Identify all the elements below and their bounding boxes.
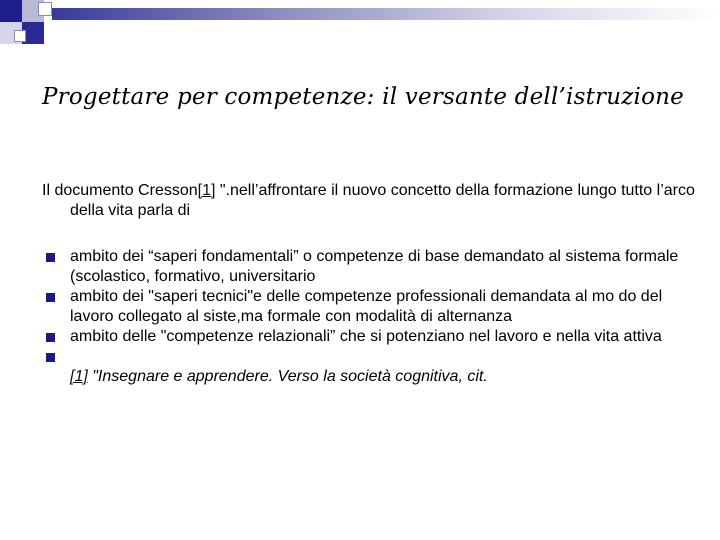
bullet-text: ambito dei “saperi fondamentali” o competenze di base demandato al sistema formale (scolastico, formativo, universitario [70, 248, 679, 285]
bullet-item [42, 287, 702, 327]
footnote-line [70, 347, 702, 387]
footnote-text: "Insegnare e apprendere. Verso la società cognitiva, cit. [87, 368, 488, 385]
bullet-item [42, 247, 702, 287]
slide-title: Progettare per competenze: il versante dell’istruzione [42, 84, 684, 110]
square-bullet-icon [46, 333, 55, 342]
square-bullet-icon [46, 253, 55, 262]
square-bullet-icon [46, 353, 55, 362]
footnote-ref-link[interactable]: [1] [197, 182, 216, 199]
bullet-list [42, 247, 702, 387]
header-gradient-bar [52, 8, 720, 20]
footnote-backlink[interactable]: [1] [70, 368, 88, 385]
intro-paragraph [42, 181, 702, 221]
bullet-item-footnote [42, 347, 702, 387]
square-bullet-icon [46, 293, 55, 302]
bullet-text: ambito dei "saperi tecnici"e delle competenze professionali demandata al mo do del lavoro collegato al siste,ma formale con modalità di alternanza [70, 288, 663, 325]
decor-square-5 [38, 2, 52, 16]
slide-body [42, 181, 702, 387]
intro-text-end: ".nell’affrontare il nuovo concetto della formazione lungo tutto l’arco della vita parla di [70, 182, 695, 219]
bullet-item [42, 327, 702, 347]
decor-square-1 [0, 0, 22, 22]
decor-square-6 [14, 30, 26, 42]
intro-text-start: Il documento Cresson [42, 182, 198, 199]
bullet-text: ambito delle "competenze relazionali” che si potenziano nel lavoro e nella vita attiva [70, 328, 662, 345]
